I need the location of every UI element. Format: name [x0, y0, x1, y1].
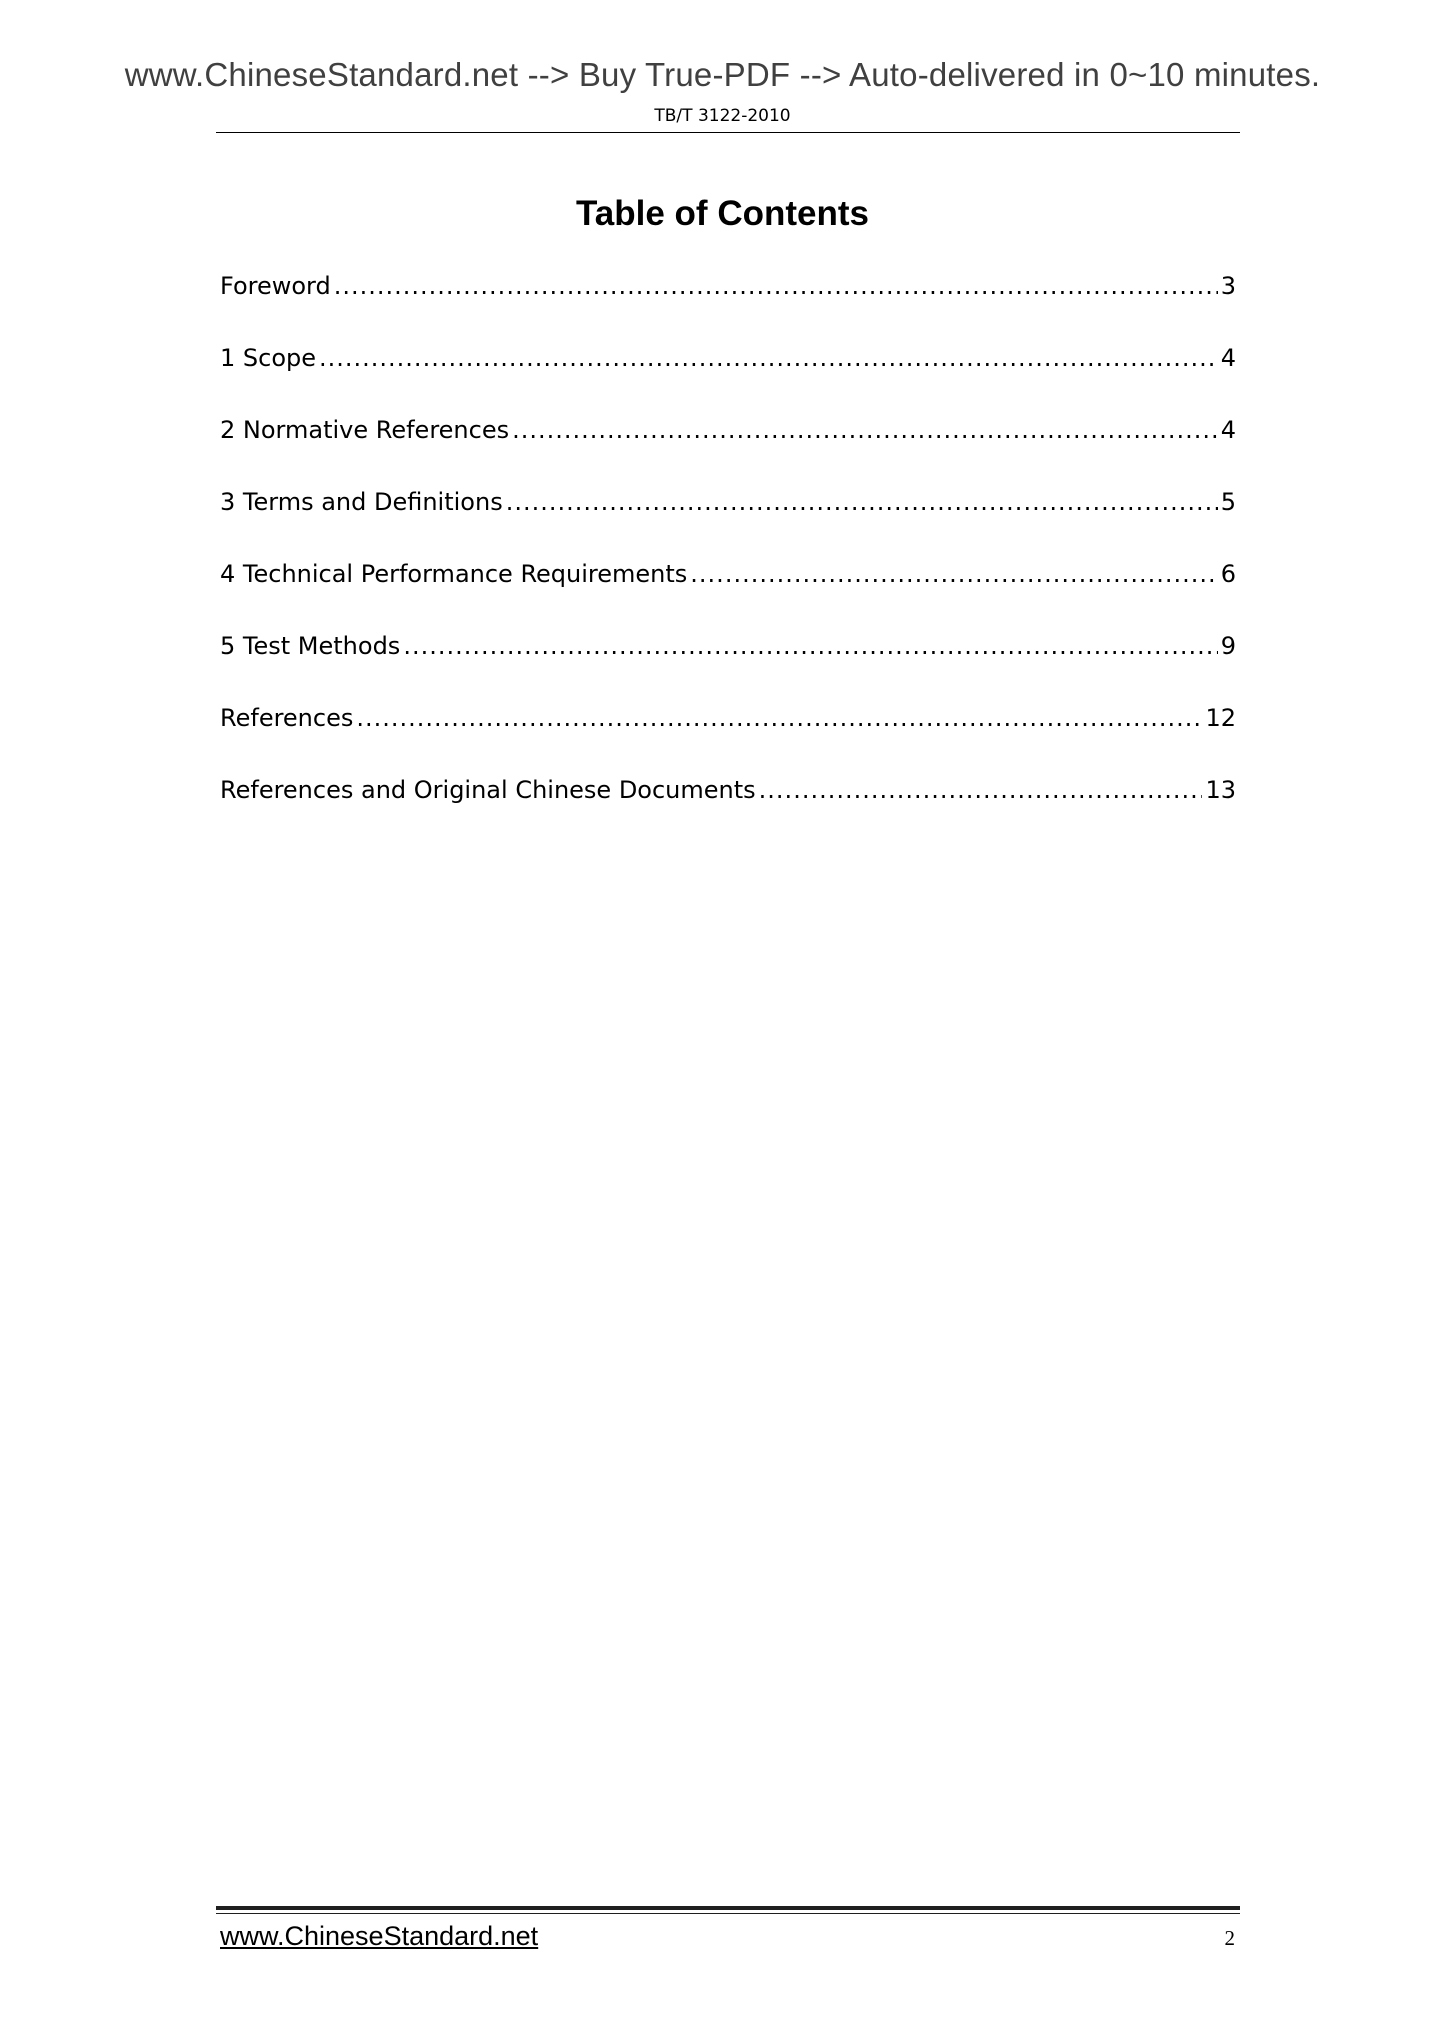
toc-entry-test-methods[interactable]: [220, 632, 1236, 704]
toc-entry-page: 4: [1220, 416, 1236, 444]
toc-entry-page: 9: [1220, 632, 1236, 660]
footer-rule-thin: [216, 1913, 1240, 1914]
toc-entry-label: 5 Test Methods: [220, 632, 401, 660]
toc-entry-label: Foreword: [220, 272, 331, 300]
footer-page-number: 2: [1224, 1926, 1235, 1950]
toc-title: Table of Contents: [576, 194, 869, 233]
toc-entry-label: 1 Scope: [220, 344, 317, 372]
toc-entry-label: 3 Terms and Definitions: [220, 488, 503, 516]
toc-entry-label: 4 Technical Performance Requirements: [220, 560, 688, 588]
toc-entry-page: 6: [1220, 560, 1236, 588]
header-rule: [216, 132, 1240, 133]
toc-entry-label: 2 Normative References: [220, 416, 510, 444]
toc-leader-dots: [403, 632, 1217, 660]
toc-entry-page: 5: [1220, 488, 1236, 516]
toc-entry-page: 3: [1220, 272, 1236, 300]
footer-rule-thick: [216, 1906, 1240, 1910]
toc-leader-dots: [690, 560, 1217, 588]
toc-entry-foreword[interactable]: [220, 272, 1236, 344]
toc-leader-dots: [506, 488, 1218, 516]
toc-entry-page: 12: [1205, 704, 1236, 732]
toc-entry-page: 13: [1205, 776, 1236, 804]
toc-leader-dots: [319, 344, 1218, 372]
toc-entry-page: 4: [1220, 344, 1236, 372]
toc-entry-label: References and Original Chinese Documents: [220, 776, 756, 804]
toc-entry-scope[interactable]: [220, 344, 1236, 416]
toc-entry-references[interactable]: [220, 704, 1236, 776]
document-code: TB/T 3122-2010: [654, 106, 791, 126]
top-banner: www.ChineseStandard.net --> Buy True-PDF --> Auto-delivered in 0~10 minutes.: [124, 56, 1321, 93]
toc-entry-normative-references[interactable]: [220, 416, 1236, 488]
toc-leader-dots: [356, 704, 1202, 732]
toc-leader-dots: [512, 416, 1218, 444]
footer-website-link[interactable]: www.ChineseStandard.net: [220, 1921, 539, 1951]
toc-entry-original-chinese-documents[interactable]: [220, 776, 1236, 848]
toc-entry-label: References: [220, 704, 354, 732]
toc-leader-dots: [759, 776, 1203, 804]
toc-leader-dots: [334, 272, 1218, 300]
toc-entry-terms-definitions[interactable]: [220, 488, 1236, 560]
toc-list: [220, 272, 1236, 848]
toc-entry-technical-performance[interactable]: [220, 560, 1236, 632]
